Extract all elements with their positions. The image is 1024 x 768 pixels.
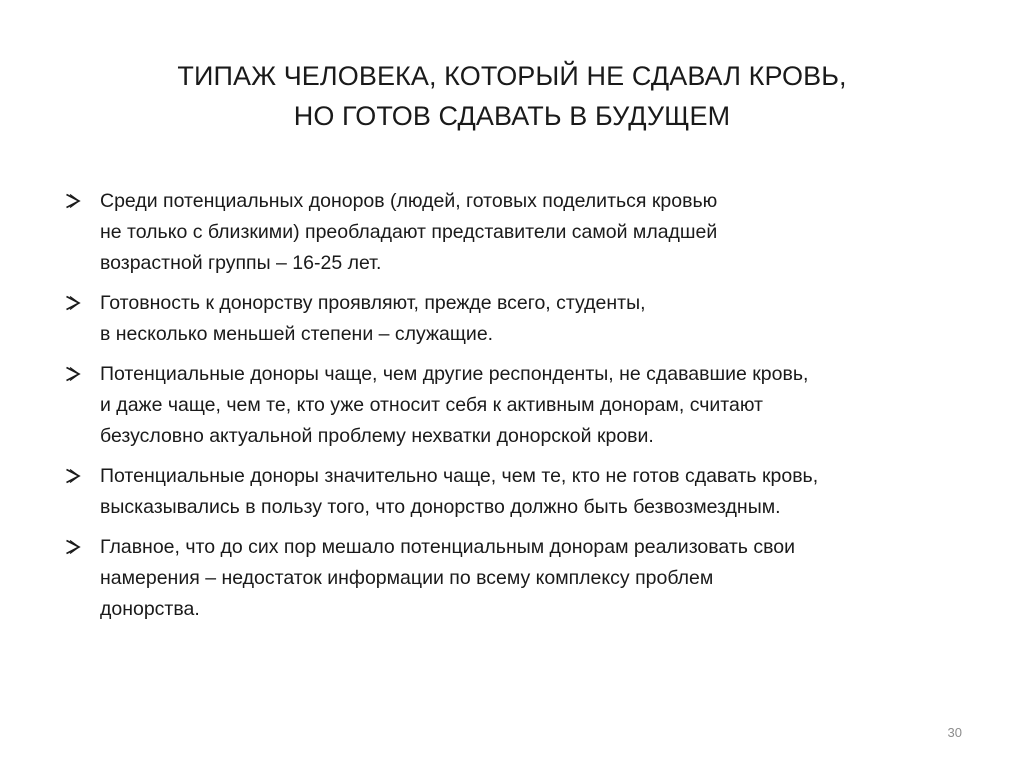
arrow-bullet-icon bbox=[65, 295, 81, 311]
page-number: 30 bbox=[947, 725, 962, 740]
bullet-text bbox=[100, 359, 982, 452]
bullet-text bbox=[100, 532, 982, 625]
arrow-bullet-icon bbox=[65, 366, 81, 382]
bullet-item bbox=[62, 186, 982, 279]
bullet-line: Потенциальные доноры значительно чаще, чем те, кто не готов сдавать кровь, bbox=[100, 465, 819, 487]
slide-title-line: ТИПАЖ ЧЕЛОВЕКА, КОТОРЫЙ НЕ СДАВАЛ КРОВЬ, bbox=[177, 61, 847, 91]
bullet-item bbox=[62, 359, 982, 452]
bullet-item bbox=[62, 532, 982, 625]
arrow-bullet-icon bbox=[65, 468, 81, 484]
bullet-line: безусловно актуальной проблему нехватки донорской крови. bbox=[100, 425, 654, 447]
bullet-list bbox=[62, 186, 982, 634]
arrow-bullet-icon bbox=[65, 539, 81, 555]
bullet-line: Готовность к донорству проявляют, прежде всего, студенты, bbox=[100, 292, 646, 314]
bullet-line: и даже чаще, чем те, кто уже относит себя к активным донорам, считают bbox=[100, 394, 763, 416]
slide-title-line: НО ГОТОВ СДАВАТЬ В БУДУЩЕМ bbox=[293, 101, 731, 131]
bullet-line: намерения – недостаток информации по всему комплексу проблем bbox=[100, 567, 714, 589]
bullet-line: высказывались в пользу того, что донорство должно быть безвозмездным. bbox=[100, 496, 781, 518]
bullet-line: Среди потенциальных доноров (людей, готовых поделиться кровью bbox=[100, 190, 718, 212]
bullet-text bbox=[100, 288, 982, 350]
slide-title bbox=[80, 56, 944, 136]
bullet-item bbox=[62, 461, 982, 523]
bullet-line: в несколько меньшей степени – служащие. bbox=[100, 323, 494, 345]
bullet-item bbox=[62, 288, 982, 350]
bullet-text bbox=[100, 461, 982, 523]
bullet-line: Потенциальные доноры чаще, чем другие респонденты, не сдававшие кровь, bbox=[100, 363, 809, 385]
bullet-line: Главное, что до сих пор мешало потенциальным донорам реализовать свои bbox=[100, 536, 795, 558]
bullet-text bbox=[100, 186, 982, 279]
bullet-line: донорства. bbox=[100, 598, 200, 620]
arrow-bullet-icon bbox=[65, 193, 81, 209]
bullet-line: не только с близкими) преобладают представители самой младшей bbox=[100, 221, 718, 243]
bullet-line: возрастной группы – 16-25 лет. bbox=[100, 252, 382, 274]
